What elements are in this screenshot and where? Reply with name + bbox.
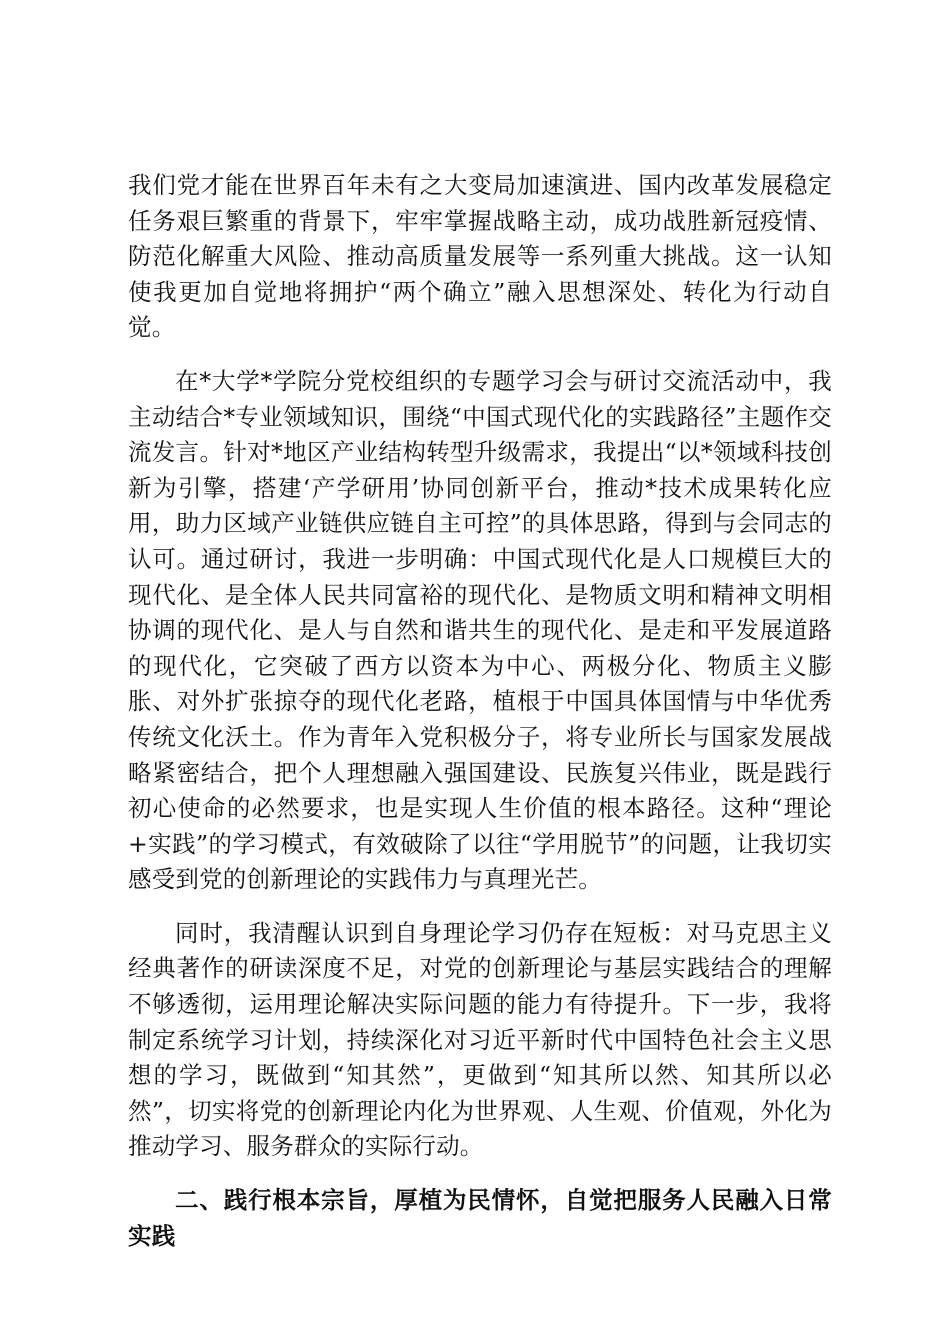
paragraph-shortcomings: 同时，我清醒认识到自身理论学习仍存在短板：对马克思主义经典著作的研读深度不足，对党的创新理论与基层实践结合的理解不够透彻，运用理论解决实际问题的能力有待提升。下一步，我将制定系统学习计划，持续深化对习近平新时代中国特色社会主义思想的学习，既做到“知其然”，更做到“知其所以然、知其所以必然”，切实将党的创新理论内化为世界观、人生观、价值观，外化为推动学习、服务群众的实际行动。 bbox=[128, 918, 832, 1161]
section-heading: 二、践行根本宗旨，厚植为民情怀，自觉把服务人民融入日常实践 bbox=[128, 1186, 832, 1250]
paragraph-study-session: 在*大学*学院分党校组织的专题学习会与研讨交流活动中，我主动结合*专业领域知识，围绕“中国式现代化的实践路径”主题作交流发言。针对*地区产业结构转型升级需求，我提出“以*领域科技创新为引擎，搭建‘产学研用’协同创新平台，推动*技术成果转化应用，助力区域产业链供应链自主可控”的具体思路，得到与会同志的认可。通过研讨，我进一步明确：中国式现代化是人口规模巨大的现代化、是全体人民共同富裕的现代化、是物质文明和精神文明相协调的现代化、是人与自然和谐共生的现代化、是走和平发展道路的现代化，它突破了西方以资本为中心、两极分化、物质主义膨胀、对外扩张掠夺的现代化老路，植根于中国具体国情与中华优秀传统文化沃土。作为青年入党积极分子，将专业所长与国家发展战略紧密结合，把个人理想融入强国建设、民族复兴伟业，既是践行初心使命的必然要求，也是实现人生价值的根本路径。这种“理论+实践”的学习模式，有效破除了以往“学用脱节”的问题，让我切实感受到党的创新理论的实践伟力与真理光芒。 bbox=[128, 366, 832, 894]
paragraph-continuation: 我们党才能在世界百年未有之大变局加速演进、国内改革发展稳定任务艰巨繁重的背景下，牢牢掌握战略主动，成功战胜新冠疫情、防范化解重大风险、推动高质量发展等一系列重大挑战。这一认知使我更加自觉地将拥护“两个确立”融入思想深处、转化为行动自觉。 bbox=[128, 171, 832, 342]
document-body bbox=[128, 168, 832, 1272]
